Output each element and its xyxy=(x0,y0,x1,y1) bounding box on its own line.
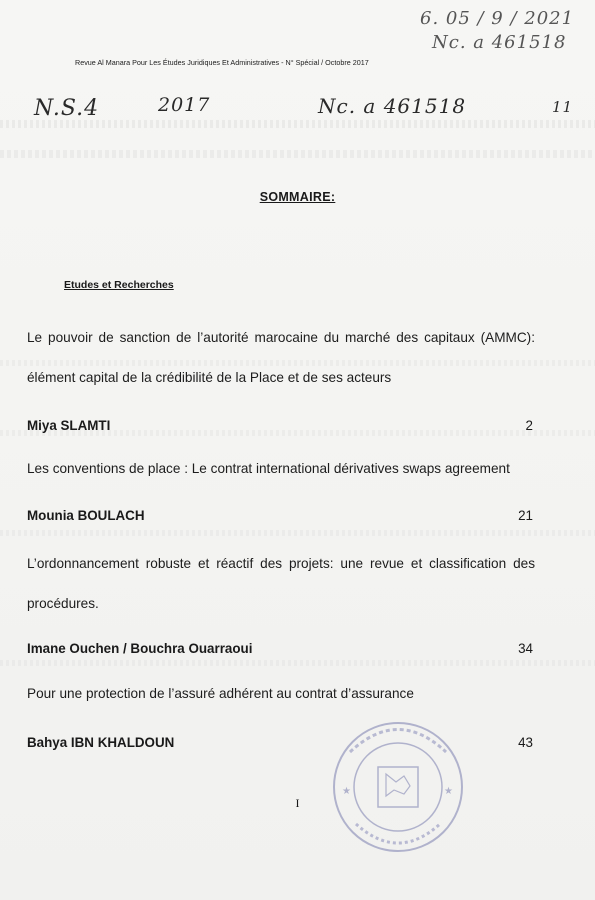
show-through xyxy=(0,660,595,666)
handwritten-issue-number: N.S.4 xyxy=(34,96,100,121)
svg-text:★: ★ xyxy=(342,786,351,797)
entry-page-number: 21 xyxy=(518,508,533,523)
handwritten-page-mark: 11 xyxy=(552,98,574,116)
entry-page-number: 43 xyxy=(518,735,533,750)
entry-title-line: élément capital de la crédibilité de la Place et de ses acteurs xyxy=(27,370,392,385)
section-heading: Etudes et Recherches xyxy=(64,279,174,291)
svg-text:★: ★ xyxy=(444,786,453,797)
entry-page-number: 34 xyxy=(518,641,533,656)
show-through xyxy=(0,360,595,366)
entry-title-line: L’ordonnancement robuste et réactif des projets: une revue et classification des xyxy=(27,556,535,571)
entry-page-number: 2 xyxy=(525,418,533,433)
entry-author: Imane Ouchen / Bouchra Ouarraoui xyxy=(27,641,253,656)
entry-title-line: procédures. xyxy=(27,596,99,611)
handwritten-reference-top: Nc. a 461518 xyxy=(432,32,567,53)
show-through xyxy=(0,530,595,536)
handwritten-year: 2017 xyxy=(158,94,211,116)
library-stamp xyxy=(328,712,468,862)
show-through xyxy=(0,120,595,128)
running-header: Revue Al Manara Pour Les Études Juridiques Et Administratives - N° Spécial / Octobre 2017 xyxy=(75,58,369,67)
show-through xyxy=(0,150,595,158)
entry-title-line: Pour une protection de l’assuré adhérent au contrat d’assurance xyxy=(27,686,414,701)
entry-author: Mounia BOULACH xyxy=(27,508,145,523)
entry-title-line: Les conventions de place : Le contrat international dérivatives swaps agreement xyxy=(27,461,510,476)
entry-title-line: Le pouvoir de sanction de l’autorité marocaine du marché des capitaux (AMMC): xyxy=(27,330,535,345)
entry-author: Bahya IBN KHALDOUN xyxy=(27,735,175,750)
handwritten-date: 6. 05 / 9 / 2021 xyxy=(420,8,575,29)
handwritten-reference: Nc. a 461518 xyxy=(318,94,467,118)
entry-author: Miya SLAMTI xyxy=(27,418,111,433)
page-title: SOMMAIRE: xyxy=(259,190,336,204)
footer-page-number: I xyxy=(295,796,300,810)
